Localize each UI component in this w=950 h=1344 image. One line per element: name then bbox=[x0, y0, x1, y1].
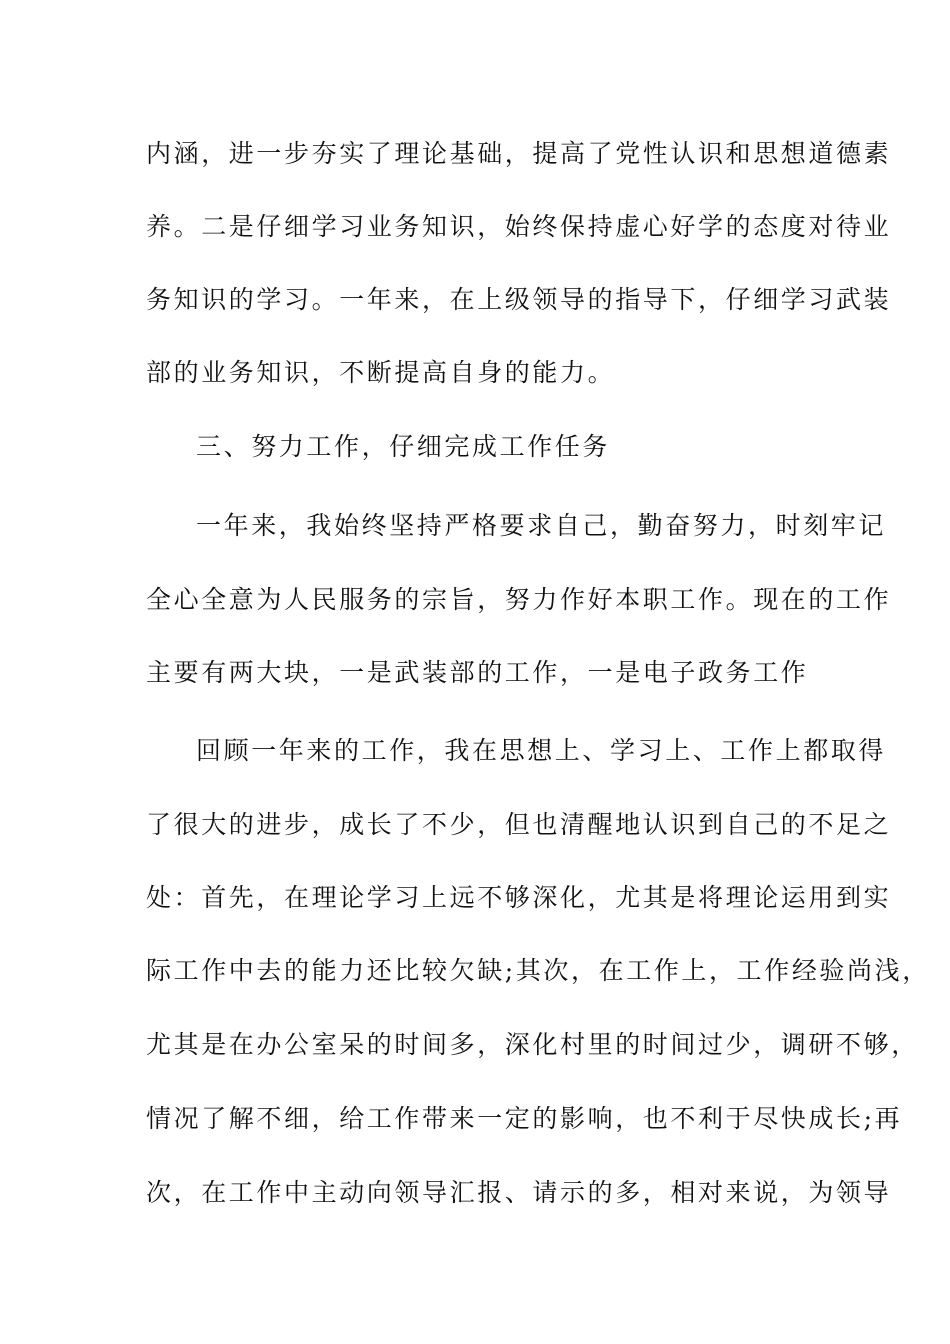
text-line-14: 情况了解不细，给工作带来一定的影响，也不利于尽快成长;再 bbox=[146, 1104, 903, 1133]
text-line-10: 了很大的进步，成长了不少，但也清醒地认识到自己的不足之 bbox=[146, 810, 892, 839]
text-line-7: 全心全意为人民服务的宗旨，努力作好本职工作。现在的工作 bbox=[146, 585, 892, 614]
text-line-3: 务知识的学习。一年来，在上级领导的指导下，仔细学习武装 bbox=[146, 285, 892, 314]
text-line-11: 处：首先，在理论学习上远不够深化，尤其是将理论运用到实 bbox=[146, 883, 892, 912]
text-line-8: 主要有两大块，一是武装部的工作，一是电子政务工作 bbox=[146, 658, 809, 687]
text-line-12: 际工作中去的能力还比较欠缺;其次，在工作上，工作经验尚浅， bbox=[146, 956, 930, 985]
text-line-4: 部的业务知识，不断提高自身的能力。 bbox=[146, 358, 616, 387]
section-heading: 三、努力工作，仔细完成工作任务 bbox=[196, 432, 611, 461]
text-line-9: 回顾一年来的工作，我在思想上、学习上、工作上都取得 bbox=[196, 736, 887, 765]
text-line-1: 内涵，进一步夯实了理论基础，提高了党性认识和思想道德素 bbox=[146, 139, 892, 168]
text-line-6: 一年来，我始终坚持严格要求自己，勤奋努力，时刻牢记 bbox=[196, 511, 887, 540]
text-line-15: 次，在工作中主动向领导汇报、请示的多，相对来说，为领导 bbox=[146, 1178, 892, 1207]
text-line-13: 尤其是在办公室呆的时间多，深化村里的时间过少，调研不够， bbox=[146, 1030, 919, 1059]
text-line-2: 养。二是仔细学习业务知识，始终保持虚心好学的态度对待业 bbox=[146, 212, 892, 241]
